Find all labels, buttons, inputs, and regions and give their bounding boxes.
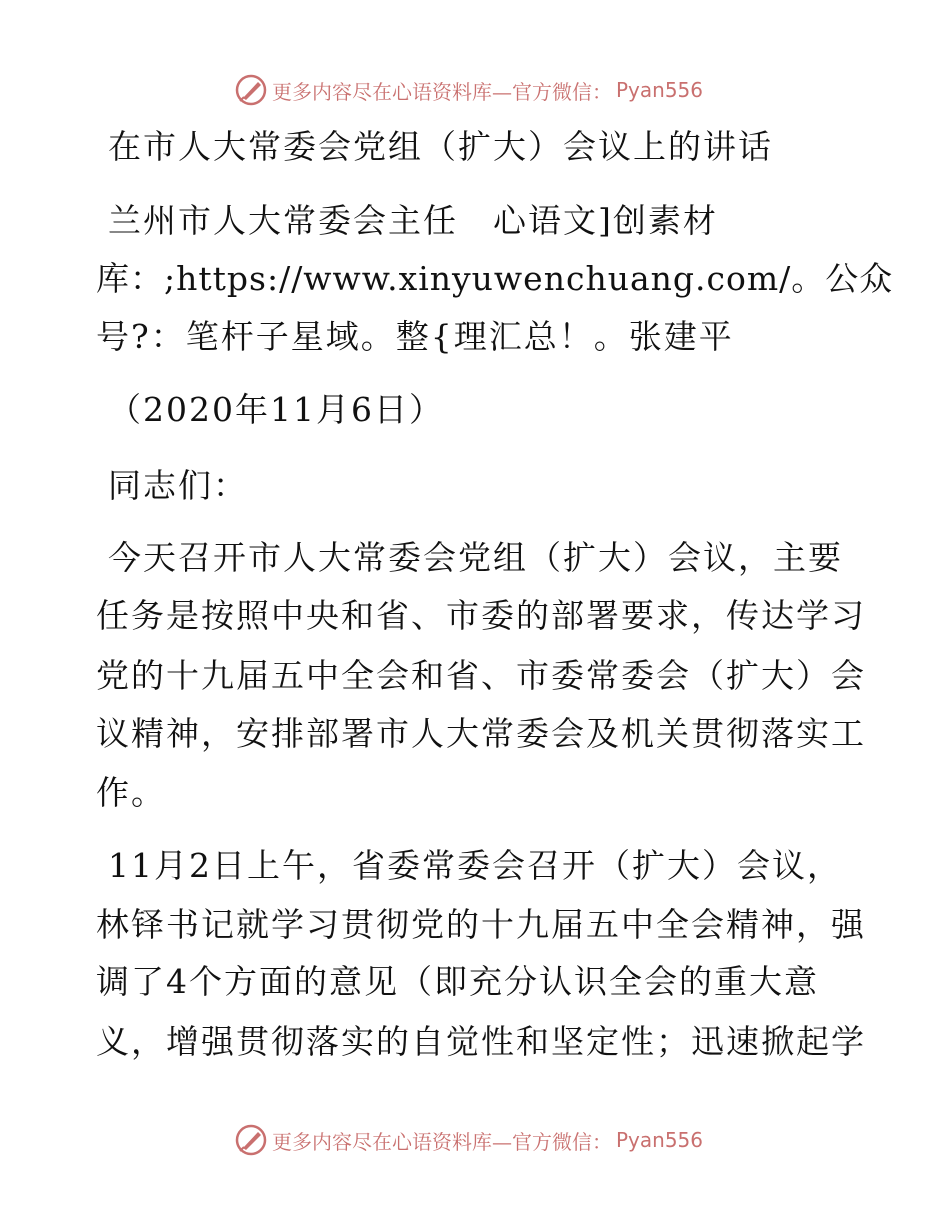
quill-circle-logo-icon (234, 73, 268, 107)
header-banner (0, 70, 950, 110)
quill-circle-logo-icon (234, 1123, 268, 1157)
author-line-1: 兰州市人大常委会主任 心语文]创素材 (108, 201, 718, 240)
author-line-3: 号?：笔杆子星域。整{理汇总！。张建平 (96, 317, 734, 356)
paragraph-1-line-5: 作。 (96, 773, 166, 812)
paragraph-2-line-2: 林铎书记就学习贯彻党的十九届五中全会精神，强 (96, 905, 866, 944)
paragraph-1-line-4: 议精神，安排部署市人大常委会及机关贯彻落实工 (96, 714, 866, 753)
paragraph-2-line-4: 义，增强贯彻落实的自觉性和坚定性；迅速掀起学 (96, 1022, 866, 1061)
paragraph-2-line-1: 11月2日上午，省委常委会召开（扩大）会议， (108, 846, 842, 885)
author-line-2: 库：;https://www.xinyuwenchuang.com/。公众 (96, 259, 894, 298)
banner-text: 更多内容尽在心语资料库—官方微信： (272, 79, 612, 104)
speech-date: （2020年11月6日） (108, 390, 444, 429)
banner-text: 更多内容尽在心语资料库—官方微信： (272, 1129, 612, 1154)
document-title: 在市人大常委会党组（扩大）会议上的讲话 (108, 127, 773, 166)
paragraph-1-line-1: 今天召开市人大常委会党组（扩大）会议，主要 (108, 538, 843, 577)
salutation: 同志们： (108, 466, 248, 505)
paragraph-2-line-3: 调了4个方面的意见（即充分认识全会的重大意 (96, 962, 819, 1001)
banner-wechat-id: Pyan556 (616, 78, 704, 102)
banner-wechat-id: Pyan556 (616, 1128, 704, 1152)
paragraph-1-line-2: 任务是按照中央和省、市委的部署要求，传达学习 (96, 596, 866, 635)
paragraph-1-line-3: 党的十九届五中全会和省、市委常委会（扩大）会 (96, 656, 866, 695)
footer-banner (0, 1120, 950, 1160)
